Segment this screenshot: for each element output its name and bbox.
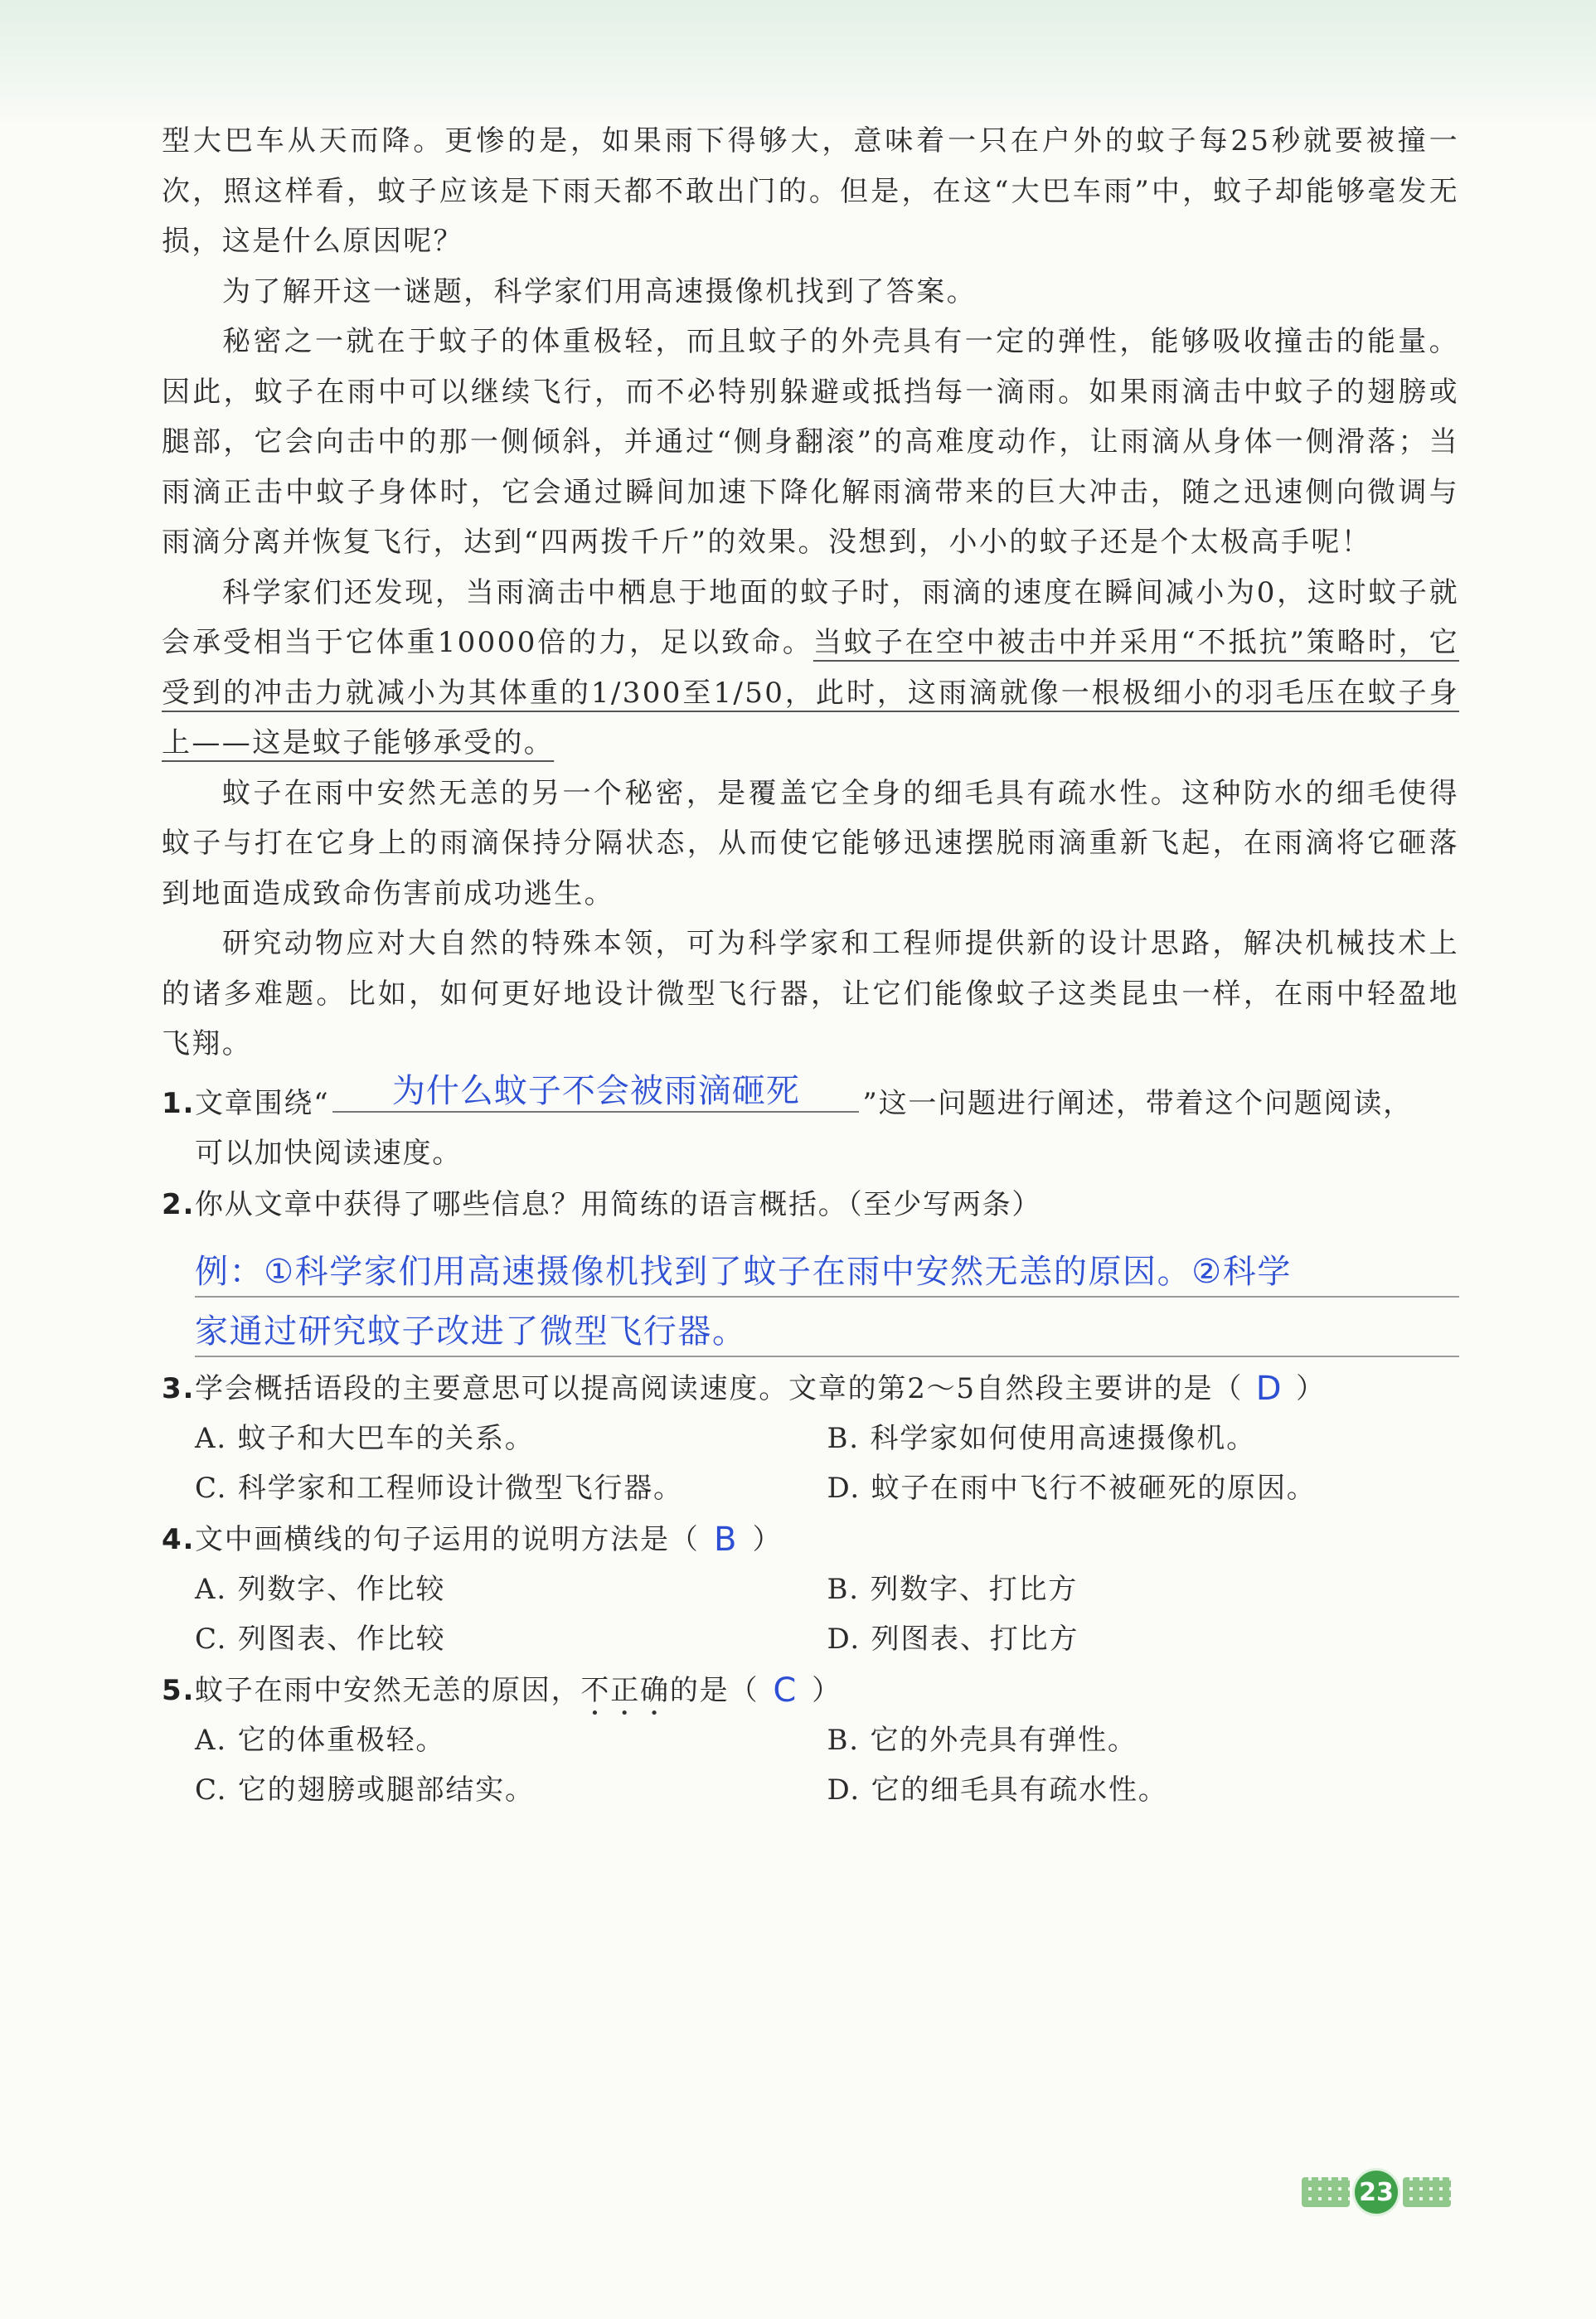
page-number: 23	[1355, 2171, 1398, 2214]
question-2-answer-line-2: 家通过研究蚊子改进了微型飞行器。	[195, 1312, 747, 1351]
question-4-close: ）	[752, 1522, 783, 1556]
passage-paragraph-3: 秘密之一就在于蚊子的体重极轻，而且蚊子的外壳具有一定的弹性，能够吸收撞击的能量。因此，蚊子在雨中可以继续飞行，而不必特别躲避或抵挡每一滴雨。如果雨滴击中蚊子的翅膀或腿部，它会向击中的那一侧倾斜，并通过“侧身翻滚”的高难度动作，让雨滴从身体一侧滑落；当雨滴正击中蚊子身体时，它会通过瞬间加速下降化解雨滴带来的巨大冲击，随之迅速侧向微调与雨滴分离并恢复飞行，达到“四两拨千斤”的效果。没想到，小小的蚊子还是个太极高手呢！	[162, 325, 1459, 559]
question-1-continued: 可以加快阅读速度。	[195, 1136, 463, 1170]
question-1-suffix: ”这一问题进行阐述，带着这个问题阅读，	[862, 1086, 1413, 1120]
option-4d[interactable]: D. 列图表、打比方	[827, 1622, 1079, 1656]
question-1-blank[interactable]	[332, 1071, 859, 1113]
passage-paragraph-2: 为了解开这一谜题，科学家们用高速摄像机找到了答案。	[222, 274, 977, 308]
question-4-answer-slot[interactable]	[700, 1513, 753, 1565]
question-1-prefix: 文章围绕“	[195, 1086, 330, 1120]
question-3-options	[162, 1414, 1459, 1513]
answer-line-2	[195, 1298, 1459, 1357]
question-5-answer-slot[interactable]	[759, 1664, 812, 1715]
question-3-close: ）	[1296, 1371, 1326, 1405]
answer-line-1	[195, 1235, 1459, 1298]
question-3	[162, 1362, 1459, 1414]
question-5	[162, 1664, 1459, 1715]
question-5-answer: C	[773, 1671, 798, 1710]
question-5-options	[162, 1715, 1459, 1815]
question-5-text-b: 的是（	[669, 1673, 759, 1707]
question-2-number: 2.	[162, 1187, 196, 1221]
top-header-band	[0, 0, 1596, 124]
option-3a[interactable]: A. 蚊子和大巴车的关系。	[195, 1421, 535, 1455]
question-5-close: ）	[812, 1673, 842, 1707]
question-4-options	[162, 1565, 1459, 1664]
option-3b[interactable]: B. 科学家如何使用高速摄像机。	[827, 1421, 1256, 1455]
emphasis-char-2: 正	[610, 1673, 641, 1707]
question-3-answer-slot[interactable]	[1243, 1362, 1296, 1414]
page-number-badge	[1298, 2174, 1455, 2210]
question-1	[162, 1071, 1459, 1128]
question-5-text-a: 蚊子在雨中安然无恙的原因，	[195, 1673, 581, 1707]
option-3c[interactable]: C. 科学家和工程师设计微型飞行器。	[195, 1471, 683, 1505]
question-4	[162, 1513, 1459, 1565]
grid-decoration-icon	[1403, 2177, 1451, 2207]
passage-paragraph-5: 蚊子在雨中安然无恙的另一个秘密，是覆盖它全身的细毛具有疏水性。这种防水的细毛使得蚊子与打在它身上的雨滴保持分隔状态，从而使它能够迅速摆脱雨滴重新飞起，在雨滴将它砸落到地面造成致命伤害前成功逃生。	[162, 776, 1459, 910]
question-4-answer: B	[713, 1520, 739, 1559]
question-3-text: 学会概括语段的主要意思可以提高阅读速度。文章的第2～5自然段主要讲的是（	[195, 1371, 1244, 1405]
question-2-answer-line-1: 例：①科学家们用高速摄像机找到了蚊子在雨中安然无恙的原因。②科学	[195, 1252, 1292, 1291]
question-2-text: 你从文章中获得了哪些信息？用简练的语言概括。（至少写两条）	[195, 1187, 1042, 1221]
passage-paragraph-4	[162, 568, 1459, 769]
option-4c[interactable]: C. 列图表、作比较	[195, 1622, 446, 1656]
grid-decoration-icon	[1302, 2177, 1350, 2207]
emphasis-char-1: 不	[580, 1673, 611, 1707]
option-5a[interactable]: A. 它的体重极轻。	[195, 1723, 446, 1757]
question-2	[162, 1180, 1459, 1230]
question-4-number: 4.	[162, 1522, 196, 1556]
option-3d[interactable]: D. 蚊子在雨中飞行不被砸死的原因。	[827, 1471, 1317, 1505]
question-3-answer: D	[1255, 1369, 1283, 1408]
option-5b[interactable]: B. 它的外壳具有弹性。	[827, 1723, 1138, 1757]
paragraph-4-text: 科学家们还发现，当雨滴击中栖息于地面的蚊子时，雨滴的速度在瞬间减小为0，这时蚊子就会承受相当于它体重10000倍的力，足以致命。	[162, 575, 1459, 659]
option-5d[interactable]: D. 它的细毛具有疏水性。	[827, 1773, 1168, 1807]
passage-paragraph-1: 型大巴车从天而降。更惨的是，如果雨下得够大，意味着一只在户外的蚊子每25秒就要被撞一次，照这样看，蚊子应该是下雨天都不敢出门的。但是，在这“大巴车雨”中，蚊子却能够毫发无损，这是什么原因呢？	[162, 124, 1459, 258]
question-5-number: 5.	[162, 1673, 196, 1707]
question-1-number: 1.	[162, 1086, 196, 1120]
question-2-answer-area[interactable]	[162, 1235, 1459, 1357]
question-3-number: 3.	[162, 1371, 196, 1405]
page-content	[162, 116, 1459, 1815]
underlined-sentence: 当蚊子在空中被击中并采用“不抵抗”策略时，它受到的冲击力就减小为其体重的1/300至1/50，此时，这雨滴就像一根极细小的羽毛压在蚊子身上——这是蚊子能够承受的。	[162, 626, 1460, 759]
option-4b[interactable]: B. 列数字、打比方	[827, 1572, 1079, 1606]
option-4a[interactable]: A. 列数字、作比较	[195, 1572, 446, 1606]
option-5c[interactable]: C. 它的翅膀或腿部结实。	[195, 1773, 535, 1807]
passage-paragraph-6: 研究动物应对大自然的特殊本领，可为科学家和工程师提供新的设计思路，解决机械技术上的诸多难题。比如，如何更好地设计微型飞行器，让它们能像蚊子这类昆虫一样，在雨中轻盈地飞翔。	[162, 927, 1459, 1060]
question-1-answer: 为什么蚊子不会被雨滴砸死	[391, 1071, 800, 1110]
emphasis-char-3: 确	[640, 1673, 670, 1707]
question-4-text: 文中画横线的句子运用的说明方法是（	[195, 1522, 700, 1556]
